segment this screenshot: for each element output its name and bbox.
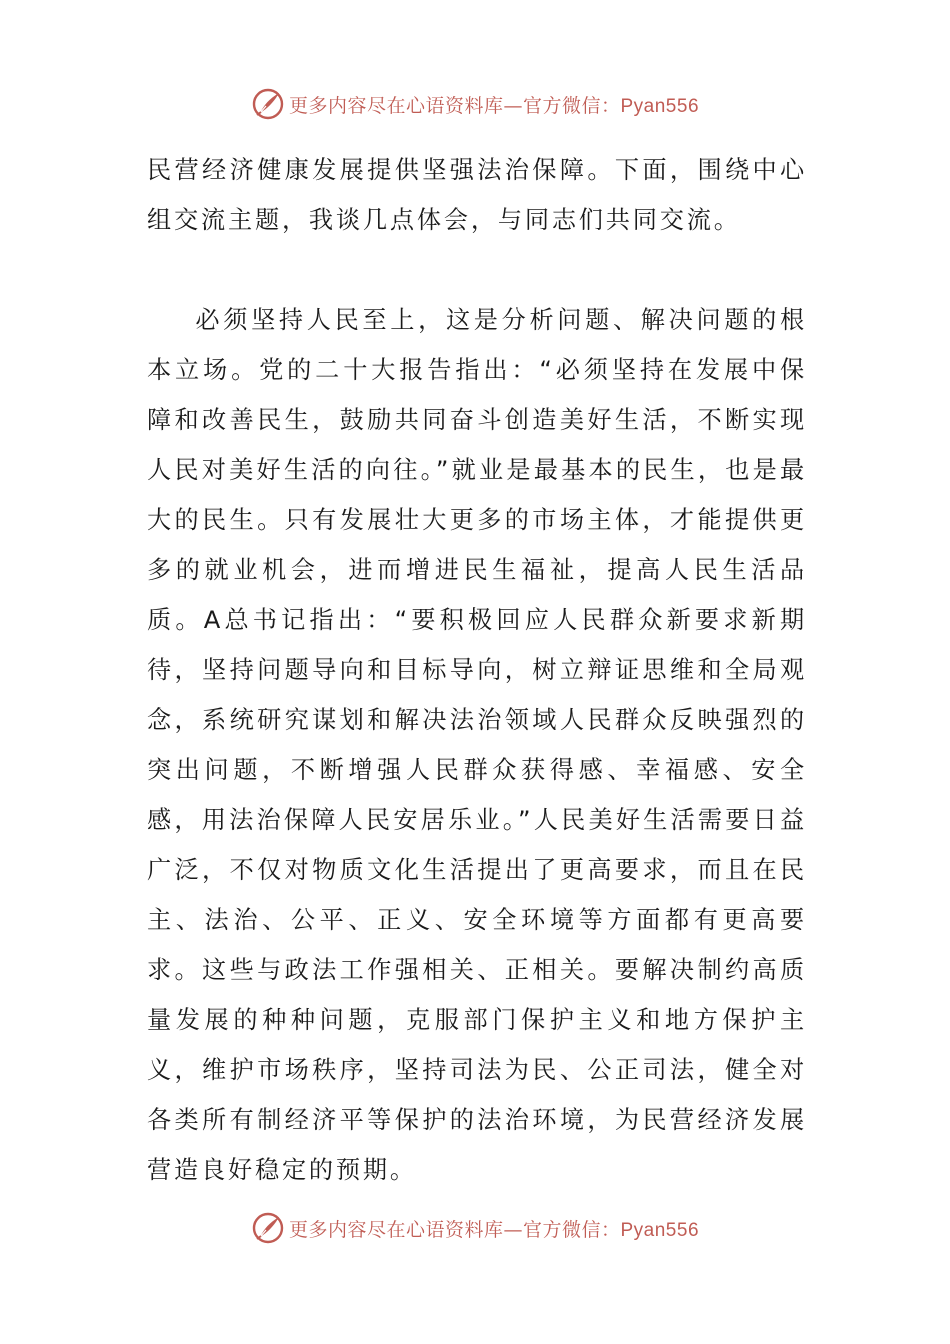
paragraph-continuation: 民营经济健康发展提供坚强法治保障。下面，围绕中心组交流主题，我谈几点体会，与同志们共同交流。: [147, 156, 807, 234]
watermark-text: 更多内容尽在心语资料库—官方微信：Pyan556: [288, 1218, 700, 1241]
watermark-text: 更多内容尽在心语资料库—官方微信：Pyan556: [288, 94, 700, 117]
document-body: [147, 145, 807, 1195]
quill-pen-logo-icon: [251, 87, 285, 121]
footer-watermark: [0, 1208, 950, 1248]
paragraph-people-first: 必须坚持人民至上，这是分析问题、解决问题的根本立场。党的二十大报告指出：“必须坚持在发展中保障和改善民生，鼓励共同奋斗创造美好生活，不断实现人民对美好生活的向往。”就业是最基本的民生，也是最大的民生。只有发展壮大更多的市场主体，才能提供更多的就业机会，进而增进民生福祉，提高人民生活品质。A总书记指出：“要积极回应人民群众新要求新期待，坚持问题导向和目标导向，树立辩证思维和全局观念，系统研究谋划和解决法治领域人民群众反映强烈的突出问题，不断增强人民群众获得感、幸福感、安全感，用法治保障人民安居乐业。”人民美好生活需要日益广泛，不仅对物质文化生活提出了更高要求，而且在民主、法治、公平、正义、安全环境等方面都有更高要求。这些与政法工作强相关、正相关。要解决制约高质量发展的种种问题，克服部门保护主义和地方保护主义，维护市场秩序，坚持司法为民、公正司法，健全对各类所有制经济平等保护的法治环境，为民营经济发展营造良好稳定的预期。: [147, 306, 807, 1184]
quill-pen-logo-icon: [251, 1211, 285, 1245]
header-watermark: [0, 84, 950, 124]
